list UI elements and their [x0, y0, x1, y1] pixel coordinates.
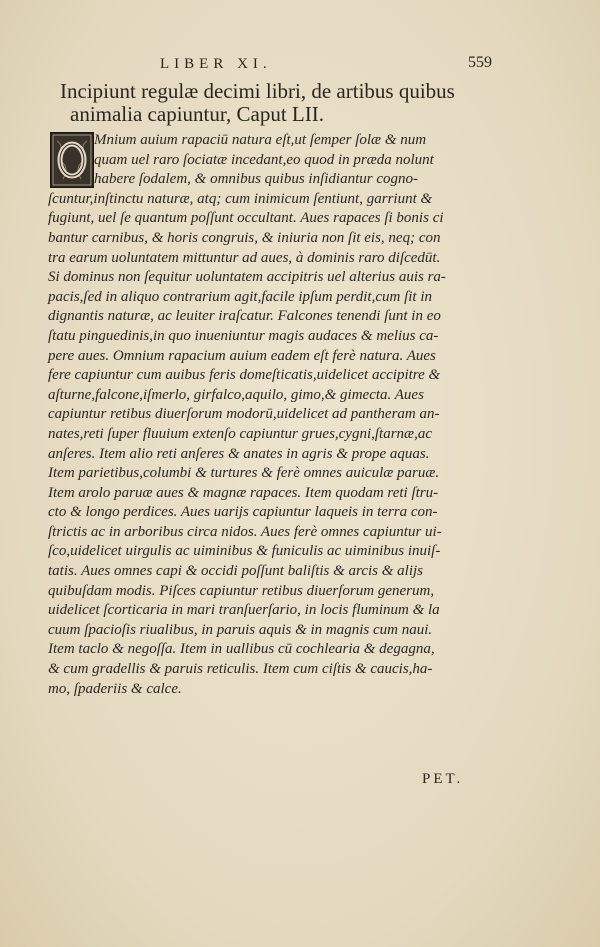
body-line: Item taclo & negoſſa. Item in uallibus cū cochlearia & degagna, — [48, 641, 435, 658]
body-line: uidelicet ſcorticaria in mari tranſuerſario, in locis fluminum & la — [48, 602, 440, 619]
body-line: cto & longo perdices. Aues uarijs capiuntur laqueis in terra con- — [48, 504, 438, 521]
body-line: ſtatu pinguedinis,in quo inueniuntur magis audaces & melius ca- — [48, 327, 439, 344]
body-line: & cum gradellis & paruis reticulis. Item cum ciſtis & caucis,ha- — [48, 661, 433, 678]
body-line: habere ſodalem, & omnibus quibus inſidiantur cogno- — [94, 171, 419, 188]
body-line: Item parietibus,columbi & turtures & ferè omnes auiculæ paruæ. — [48, 465, 440, 482]
chapter-heading — [60, 80, 540, 126]
body-line: capiuntur retibus diuerſorum modorū,uidelicet ad pantheram an- — [48, 406, 440, 423]
body-line: cuum ſpacioſis riualibus, in paruis aquis & in magnis cum naui. — [48, 621, 433, 638]
body-line: quibuſdam modis. Piſces capiuntur retibus diuerſorum generum, — [48, 582, 435, 599]
body-line: ſcuntur,inſtinctu naturæ, atq; cum inimicum ſentiunt, garriunt & — [48, 190, 433, 207]
body-line: fere capiuntur cum auibus feris domeſticatis,uidelicet accipitre & — [48, 367, 441, 384]
body-line: Si dominus non ſequitur uoluntatem accipitris uel alterius auis ra- — [48, 269, 446, 286]
body-line: tra earum uoluntatem mittuntur ad aues, à dominis raro diſcedūt. — [48, 249, 441, 266]
chapter-heading-line-2: animalia capiuntur, Caput LII. — [70, 102, 324, 126]
body-line: fugiunt, uel ſe quantum poſſunt occultant. Aues rapaces ſi bonis ci — [48, 210, 444, 227]
page-number: 559 — [468, 54, 492, 71]
catchword: PET. — [422, 771, 464, 787]
body-line: nates,reti ſuper fluuium extenſo capiuntur grues,cygni,ſtarnæ,ac — [48, 425, 432, 442]
body-line: ſtrictis ac in arboribus circa nidos. Aues ferè omnes capiuntur ui- — [48, 523, 442, 540]
body-line: ſco,uidelicet uirgulis ac uiminibus & funiculis ac uiminibus inuiſ- — [48, 543, 441, 560]
body-line: pacis,ſed in aliquo contrarium agit,facile ipſum perdit,cum ſit in — [48, 288, 432, 305]
running-head: LIBER XI. — [160, 56, 272, 72]
body-line: tatis. Aues omnes capi & occidi poſſunt baliſtis & arcis & alijs — [48, 563, 423, 580]
body-line: quam uel raro ſociatæ incedant,eo quod in præda nolunt — [94, 151, 434, 168]
body-line: Item arolo paruæ aues & magnæ rapaces. Item quodam reti ſtru- — [48, 484, 439, 501]
body-line: aſturne,falcone,iſmerlo, girfalco,aquilo, gimo,& gimecta. Aues — [48, 386, 424, 403]
body-text — [48, 131, 533, 699]
body-line: bantur carnibus, & horis congruis, & iniuria non ſit eis, neq; con — [48, 229, 441, 246]
body-line: anſeres. Item alio reti anſeres & anates in agris & prope aquas. — [48, 445, 430, 462]
chapter-heading-line-1: Incipiunt regulæ decimi libri, de artibus quibus — [60, 79, 455, 103]
body-line: dignantis naturæ, ac leuiter iraſcatur. Falcones tenendi ſunt in eo — [48, 308, 441, 325]
body-line: pere aues. Omnium rapacium auium eadem eſt ferè natura. Aues — [48, 347, 436, 364]
body-line: mo, ſpaderiis & calce. — [48, 680, 182, 697]
body-line: Mnium auium rapaciū natura eſt,ut ſemper ſolæ & num — [94, 132, 427, 148]
